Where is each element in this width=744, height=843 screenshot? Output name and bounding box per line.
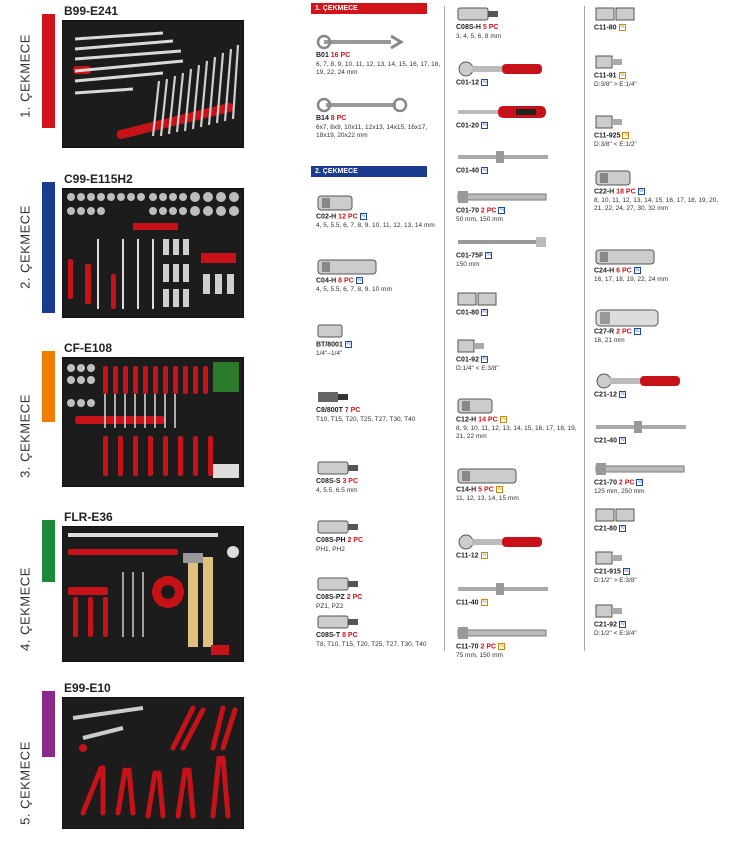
bit-holder-icon xyxy=(316,322,446,338)
drive-size-badge-icon: ¼ xyxy=(499,207,505,213)
catalog-item xyxy=(316,388,446,424)
catalog-item xyxy=(316,575,446,611)
drawer-label: 2. ÇEKMECE xyxy=(17,204,33,289)
drawer-code: B99-E241 xyxy=(64,4,119,18)
ratchet-icon xyxy=(456,533,586,549)
drive-size-badge-icon: ⅜ xyxy=(501,416,506,422)
adaptor-icon xyxy=(594,602,724,618)
drawer-1 xyxy=(0,6,250,146)
item-sizes: 125 mm, 250 mm xyxy=(594,487,645,495)
drive-size-badge-icon: ½ xyxy=(635,267,640,273)
item-code: C21-915 xyxy=(594,568,621,576)
item-count: 2 PC xyxy=(478,207,497,215)
adaptor-icon xyxy=(594,113,724,129)
catalog-item xyxy=(316,518,446,554)
catalog-item xyxy=(456,103,586,131)
torx-bit-socket-icon xyxy=(316,613,446,629)
drawer-color-bar xyxy=(42,182,55,313)
catalog-item xyxy=(456,624,586,660)
catalog-item xyxy=(316,194,446,230)
item-sizes: D:1/2" < E:3/4" xyxy=(594,629,637,637)
wrench-combination-icon xyxy=(316,33,446,49)
catalog-item xyxy=(456,148,586,176)
universal-joint-icon xyxy=(456,290,586,306)
item-count: 18 PC xyxy=(614,188,636,196)
adaptor-icon xyxy=(456,337,586,353)
universal-joint-icon xyxy=(594,5,724,21)
drawer-code: FLR-E36 xyxy=(64,510,113,524)
drawer-label: 3. ÇEKMECE xyxy=(17,393,33,478)
item-code: C08S-PH xyxy=(316,537,346,544)
section-header-1: 1. ÇEKMECE xyxy=(311,3,427,14)
drive-size-badge-icon: ½ xyxy=(620,525,625,531)
item-code: C01-75F xyxy=(456,252,484,260)
drive-size-badge-icon: ½ xyxy=(620,621,625,627)
item-sizes: 50 mm, 150 mm xyxy=(456,215,503,223)
slotted-bit-socket-icon xyxy=(316,459,446,475)
drive-size-badge-icon: ½ xyxy=(637,479,643,485)
drive-size-badge-icon: ¼ xyxy=(482,122,487,128)
item-sizes: 1/4"–1/4" xyxy=(316,349,343,357)
drawer-3 xyxy=(0,343,250,488)
item-count: 8 PC xyxy=(328,115,347,122)
drawer-label: 1. ÇEKMECE xyxy=(17,34,33,118)
item-sizes: 6x7, 8x9, 10x11, 12x13, 14x15, 16x17, 18x19, 20x22 mm xyxy=(316,123,428,139)
drive-size-badge-icon: ⅜ xyxy=(499,643,504,649)
catalog-item xyxy=(316,613,446,649)
drawer-4 xyxy=(0,512,250,660)
catalog-item xyxy=(594,506,724,534)
drive-size-badge-icon: ⅜ xyxy=(623,132,629,138)
socket-icon xyxy=(316,194,446,210)
catalog-item xyxy=(594,53,724,89)
item-count: 2 PC xyxy=(614,328,632,336)
drawer-2 xyxy=(0,174,250,319)
drive-size-badge-icon: ¼ xyxy=(482,356,487,362)
item-code: C27-R xyxy=(594,328,615,336)
drive-size-badge-icon: ¼ xyxy=(486,252,491,258)
drive-size-badge-icon: ¼ xyxy=(482,309,487,315)
item-code: C11-70 xyxy=(456,643,479,651)
item-code: C01-70 xyxy=(456,207,479,215)
drive-size-badge-icon: ¼ xyxy=(346,341,351,347)
drive-size-badge-icon: ½ xyxy=(635,328,640,334)
drive-size-badge-icon: ¼ xyxy=(482,167,487,173)
ratchet-icon xyxy=(456,60,586,76)
t-bar-icon xyxy=(456,580,586,596)
item-code: C11-925 xyxy=(594,132,621,140)
drawer-code: CF-E108 xyxy=(64,341,113,355)
item-code: C21-40 xyxy=(594,437,617,445)
item-sizes: T10, T15, T20, T25, T27, T30, T40 xyxy=(316,415,416,423)
drawer-label: 5. ÇEKMECE xyxy=(17,741,33,825)
item-sizes: 4, 5.5, 6.5 mm xyxy=(316,486,358,494)
catalog-item xyxy=(594,602,724,638)
drawer-photo-sockets xyxy=(62,188,244,318)
catalog-item xyxy=(594,372,724,400)
drawer-5 xyxy=(0,683,250,833)
extension-bar-icon xyxy=(456,188,586,204)
item-code: C21-80 xyxy=(594,525,617,533)
drive-size-badge-icon: ⅜ xyxy=(481,599,487,605)
torx-bit-icon xyxy=(316,388,446,404)
item-sizes: D:3/8" < E:1/2" xyxy=(594,140,637,148)
catalog-item xyxy=(456,337,586,373)
item-count: 8 PC xyxy=(340,632,358,639)
item-count: 6 PC xyxy=(614,267,632,275)
item-code: C24-H xyxy=(594,267,615,275)
hex-bit-socket-icon xyxy=(456,5,586,21)
item-code: C08S-H xyxy=(456,24,481,31)
item-code: C01-20 xyxy=(456,122,479,130)
item-count: 14 PC xyxy=(476,416,498,424)
drive-size-badge-icon: ½ xyxy=(620,437,625,443)
item-code: C11-40 xyxy=(456,599,479,607)
item-code: C08S-PZ xyxy=(316,594,345,601)
item-sizes: D:1/2" > E:3/8" xyxy=(594,576,637,584)
drive-size-badge-icon: ½ xyxy=(620,391,625,397)
item-sizes: 75 mm, 150 mm xyxy=(456,651,503,659)
item-code: C08S-S xyxy=(316,478,341,485)
item-sizes: PH1, PH2 xyxy=(316,545,345,553)
item-code: BT/8001 xyxy=(316,341,343,349)
item-sizes: 4, 5, 5.5, 6, 7, 8, 9, 10, 11, 12, 13, 14 mm xyxy=(316,221,435,229)
deep-socket-icon xyxy=(316,258,446,274)
t-bar-icon xyxy=(456,148,586,164)
drawer-photo-screwdrivers xyxy=(62,357,244,487)
item-count: 16 PC xyxy=(328,52,351,59)
catalog-item xyxy=(316,258,446,294)
drive-size-badge-icon: ⅜ xyxy=(497,486,502,492)
catalog-item xyxy=(594,549,724,585)
drawer-photo-wrenches xyxy=(62,20,244,148)
socket-icon xyxy=(456,397,586,413)
adaptor-icon xyxy=(594,53,724,69)
item-code: C22-H xyxy=(594,188,615,196)
catalog-item xyxy=(456,60,586,88)
t-bar-icon xyxy=(594,418,724,434)
item-code: C11-80 xyxy=(594,24,617,32)
catalog-item xyxy=(456,290,586,318)
item-code: B14 xyxy=(316,115,329,122)
item-code: C12-H xyxy=(456,416,477,424)
drive-size-badge-icon: ¼ xyxy=(357,277,362,283)
drive-size-badge-icon: ⅜ xyxy=(481,552,487,558)
section-header-2: 2. ÇEKMECE xyxy=(311,166,427,177)
catalog-item xyxy=(456,580,586,608)
catalog-item xyxy=(316,459,446,495)
item-sizes: 8, 9, 10, 11, 12, 13, 14, 15, 16, 17, 18, 19, 21, 22 mm xyxy=(456,424,577,441)
item-code: C01-40 xyxy=(456,167,479,175)
item-count: 5 PC xyxy=(480,24,499,31)
item-sizes: 4, 5, 5.5, 6, 7, 8, 9, 10 mm xyxy=(316,285,392,293)
ratchet-icon xyxy=(594,372,724,388)
item-code: C01-12 xyxy=(456,79,479,87)
catalog-item xyxy=(456,5,586,41)
item-sizes: T8, T10, T15, T20, T25, T27, T30, T40 xyxy=(316,640,427,648)
item-sizes: 11, 12, 13, 14, 15 mm xyxy=(456,494,519,502)
drive-size-badge-icon: ½ xyxy=(639,188,644,194)
item-sizes: D:1/4" < E:3/8" xyxy=(456,364,499,372)
flex-extension-icon xyxy=(456,233,586,249)
item-code: C08S-T xyxy=(316,632,341,639)
item-count: 12 PC xyxy=(336,213,358,221)
item-count: 5 PC xyxy=(476,486,494,494)
drive-size-badge-icon: ⅜ xyxy=(619,72,625,78)
item-code: C21-70 xyxy=(594,479,617,487)
catalog-item xyxy=(594,248,724,284)
item-sizes: 16, 21 mm xyxy=(594,336,625,344)
item-code: C8/800T xyxy=(316,407,343,414)
item-code: C04-H xyxy=(316,277,337,285)
item-sizes: 8, 10, 11, 12, 13, 14, 15, 16, 17, 18, 19, 20, 21, 22, 24, 27, 30, 32 mm xyxy=(594,196,719,213)
spinner-handle-icon xyxy=(456,103,586,119)
catalog-item xyxy=(456,233,586,269)
item-code: B01 xyxy=(316,52,329,59)
item-sizes: 3, 4, 5, 6, 8 mm xyxy=(456,32,502,40)
catalog-item xyxy=(316,322,446,358)
catalog-item xyxy=(594,113,724,149)
item-code: C11-12 xyxy=(456,552,479,560)
phillips-bit-socket-icon xyxy=(316,518,446,534)
universal-joint-icon xyxy=(594,506,724,522)
item-code: C11-91 xyxy=(594,72,617,80)
adaptor-icon xyxy=(594,549,724,565)
drive-size-badge-icon: ¼ xyxy=(482,79,487,85)
catalog-item xyxy=(594,460,724,496)
wrench-offset-icon xyxy=(316,96,446,112)
drawer-color-bar xyxy=(42,520,55,582)
drawer-color-bar xyxy=(42,351,55,422)
catalog-item xyxy=(594,418,724,446)
drive-size-badge-icon: ½ xyxy=(624,568,629,574)
deep-socket-icon xyxy=(456,467,586,483)
drawer-label: 4. ÇEKMECE xyxy=(17,567,33,651)
item-count: 2 PC xyxy=(616,479,635,487)
drive-size-badge-icon: ⅜ xyxy=(619,24,625,30)
pozidriv-bit-socket-icon xyxy=(316,575,446,591)
catalog-item xyxy=(456,467,586,503)
catalog-item xyxy=(594,5,724,33)
item-sizes: D:3/8" > E:1/4" xyxy=(594,80,637,88)
item-count: 2 PC xyxy=(344,594,363,601)
catalog-item xyxy=(456,397,586,442)
catalog-item xyxy=(594,169,724,214)
item-sizes: 150 mm xyxy=(456,260,480,268)
item-sizes: PZ1, PZ2 xyxy=(316,602,344,610)
item-code: C01-80 xyxy=(456,309,479,317)
drawer-photo-hammers xyxy=(62,526,244,662)
drive-size-badge-icon: ¼ xyxy=(361,213,366,219)
drawer-photo-pliers xyxy=(62,697,244,829)
item-code: C02-H xyxy=(316,213,337,221)
catalog-item xyxy=(316,33,446,78)
item-code: C14-H xyxy=(456,486,477,494)
spark-plug-socket-icon xyxy=(594,309,724,325)
extension-bar-icon xyxy=(456,624,586,640)
catalog-item xyxy=(594,309,724,345)
catalog-item xyxy=(456,188,586,224)
catalog-item xyxy=(456,533,586,561)
drawer-color-bar xyxy=(42,14,55,128)
item-code: C21-12 xyxy=(594,391,617,399)
catalog-item xyxy=(316,96,446,141)
item-count: 2 PC xyxy=(478,643,497,651)
item-count: 8 PC xyxy=(336,277,354,285)
drawer-code: C99-E115H2 xyxy=(64,172,133,186)
drawer-color-bar xyxy=(42,691,55,757)
drawer-code: E99-E10 xyxy=(64,681,111,695)
item-code: C01-92 xyxy=(456,356,479,364)
extension-bar-icon xyxy=(594,460,724,476)
item-count: 7 PC xyxy=(342,407,361,414)
item-sizes: 16, 17, 18, 19, 22, 24 mm xyxy=(594,275,669,283)
item-count: 2 PC xyxy=(345,537,364,544)
item-count: 3 PC xyxy=(340,478,359,485)
item-code: C21-92 xyxy=(594,621,617,629)
socket-icon xyxy=(594,169,724,185)
item-sizes: 6, 7, 8, 9, 10, 11, 12, 13, 14, 15, 16, 17, 18, 19, 22, 24 mm xyxy=(316,60,441,76)
deep-socket-icon xyxy=(594,248,724,264)
